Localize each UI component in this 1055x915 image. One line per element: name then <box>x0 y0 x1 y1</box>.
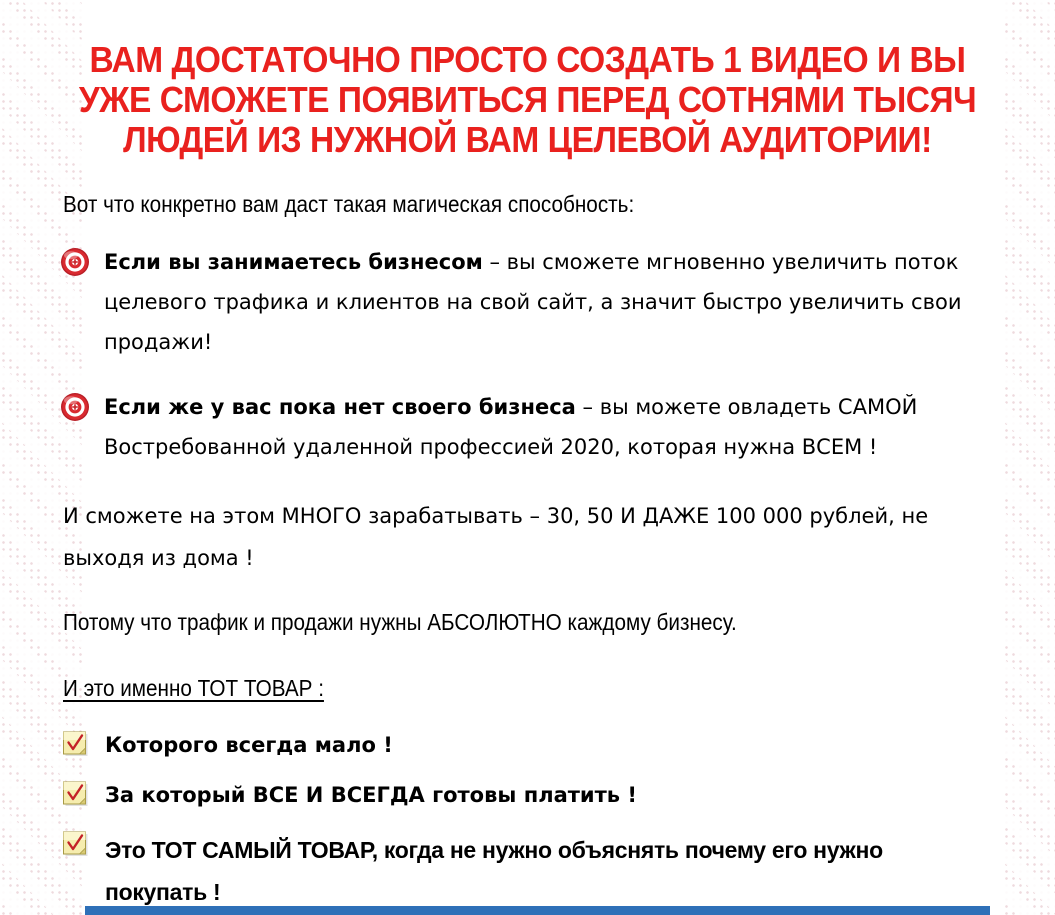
checked-note-icon <box>62 830 89 857</box>
benefit-text <box>104 242 984 362</box>
target-bullseye-icon <box>60 247 90 277</box>
bottom-blue-bar <box>85 906 990 915</box>
product-point-text: Это ТОТ САМЫЙ ТОВАР, когда не нужно объяснять почему его нужно покупать ! <box>105 837 883 905</box>
earnings-paragraph: И сможете на этом МНОГО зарабатывать – 30, 50 И ДАЖЕ 100 000 рублей, не выходя из дома ! <box>63 504 929 570</box>
target-bullseye-icon <box>60 392 90 422</box>
traffic-paragraph: Потому что трафик и продажи нужны АБСОЛЮТНО каждому бизнесу. <box>63 609 737 635</box>
benefit-bold-lead: Если же у вас пока нет своего бизнеса <box>104 395 576 419</box>
benefit-rest: – вы сможете мгновенно увеличить поток целевого трафика и клиентов на свой сайт, а значит быстро увеличить свои продажи! <box>104 250 962 354</box>
headline-line-1: ВАМ ДОСТАТОЧНО ПРОСТО СОЗДАТЬ 1 ВИДЕО И ВЫ <box>89 39 966 80</box>
product-point-text: Которого всегда мало ! <box>105 733 393 757</box>
headline-line-3: ЛЮДЕЙ ИЗ НУЖНОЙ ВАМ ЦЕЛЕВОЙ АУДИТОРИИ! <box>123 119 932 160</box>
benefit-item-no-business <box>60 387 984 467</box>
intro-paragraph: Вот что конкретно вам даст такая магическая способность: <box>63 191 635 217</box>
benefit-item-business <box>60 242 984 362</box>
page-headline <box>37 40 1018 160</box>
product-heading-underlined: И это именно ТОТ ТОВАР : <box>63 675 324 701</box>
benefit-rest: – вы можете овладеть САМОЙ Востребованной удаленной профессией 2020, которая нужна ВСЕМ ! <box>104 395 918 459</box>
product-point-text: За который ВСЕ И ВСЕГДА готовы платить ! <box>105 783 637 807</box>
checked-note-icon <box>62 780 89 807</box>
product-point-scarce <box>62 729 393 758</box>
product-point-pay <box>62 779 637 808</box>
product-point-no-explain <box>62 829 975 913</box>
headline-line-2: УЖЕ СМОЖЕТЕ ПОЯВИТЬСЯ ПЕРЕД СОТНЯМИ ТЫСЯЧ <box>78 79 977 120</box>
checked-note-icon <box>62 730 89 757</box>
benefit-bold-lead: Если вы занимаетесь бизнесом <box>104 250 483 274</box>
benefit-text <box>104 387 984 467</box>
